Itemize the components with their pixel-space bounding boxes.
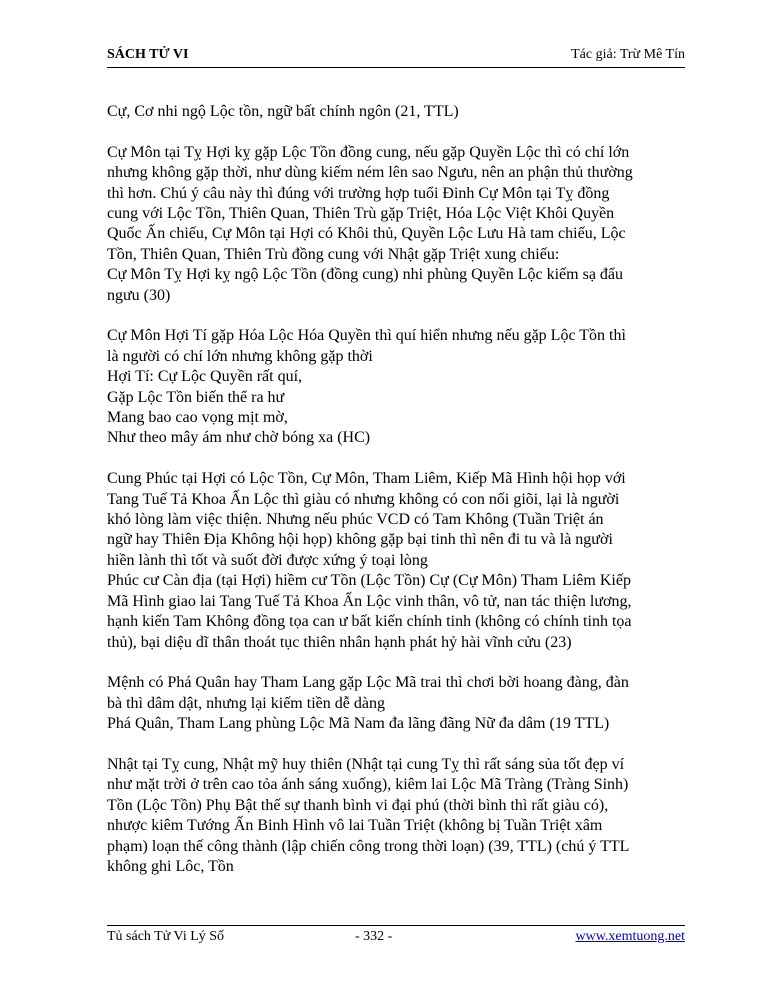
series-name: Tủ sách Tử Vi Lý Số [107,929,225,944]
text-line: Mã Hình giao lai Tang Tuế Tả Khoa Ấn Lộc vinh thân, vô tử, nan tác thiện lương, [107,592,632,610]
book-title: SÁCH TỬ VI [107,47,189,62]
paragraph [107,143,687,306]
paragraph [107,326,687,448]
text-line: cung với Lộc Tồn, Thiên Quan, Thiên Trù gặp Triệt, Hóa Lộc Việt Khôi Quyền [107,205,615,223]
document-body [107,102,687,898]
text-line: Tồn (Lộc Tồn) Phụ Bật thế sự thanh bình vi đại phú (thời bình thì rất giàu có), [107,796,609,814]
website-link[interactable]: www.xemtuong.net [575,929,685,944]
text-line: Cự Môn Tỵ Hợi kỵ ngộ Lộc Tồn (đồng cung) nhi phùng Quyền Lộc kiếm sạ đẩu [107,266,624,284]
page-footer [107,925,685,948]
text-line: không ghi Lôc, Tồn [107,857,234,875]
paragraph [107,469,687,653]
text-line: Mang bao cao vọng mịt mờ, [107,409,288,427]
text-line: bà thì dâm dật, nhưng lại kiếm tiền dễ dàng [107,694,385,712]
paragraph [107,755,687,877]
paragraph [107,102,687,122]
text-line: Phúc cư Càn địa (tại Hợi) hiềm cư Tồn (Lộc Tồn) Cự (Cự Môn) Tham Liêm Kiếp [107,572,631,590]
text-line: là người có chí lớn nhưng không gặp thời [107,347,373,365]
text-line: Cung Phúc tại Hợi có Lộc Tồn, Cự Môn, Tham Liêm, Kiếp Mã Hình hội họp với [107,470,626,488]
text-line: như mặt trời ở trên cao tỏa ánh sáng xuống), kiêm lai Lộc Mã Tràng (Tràng Sinh) [107,776,629,794]
text-line: ngưu (30) [107,286,171,304]
text-line: Phá Quân, Tham Lang phùng Lộc Mã Nam đa lãng đãng Nữ đa dâm (19 TTL) [107,715,610,733]
text-line: Tang Tuế Tả Khoa Ấn Lộc thì giàu có nhưng không có con nối giõi, lại là người [107,490,620,508]
text-line: khó lòng làm việc thiện. Nhưng nếu phúc VCD có Tam Không (Tuần Triệt án [107,511,604,529]
text-line: nhưng không gặp thời, như dùng kiếm ném lên sao Ngưu, nên an phận thủ thường [107,164,633,182]
text-line: Tồn, Thiên Quan, Thiên Trù đồng cung với Nhật gặp Triệt xung chiếu: [107,245,560,263]
paragraph [107,673,687,734]
text-line: Gặp Lộc Tồn biến thể ra hư [107,388,285,406]
text-line: Nhật tại Tỵ cung, Nhật mỹ huy thiên (Nhật tại cung Tỵ thì rất sáng sủa tốt đẹp ví [107,755,625,773]
text-line: hiền lành thì tốt và suốt đời được xứng ý toại lòng [107,551,428,569]
text-line: thủ), bại diệu dĩ thân thoát tục thiên nhân hạnh phát hỷ hài vĩnh cửu (23) [107,633,572,651]
page-number: - 332 - [355,929,393,944]
text-line: hạnh kiến Tam Không đồng tọa can ư bất kiến chính tinh (không có chính tinh tọa [107,613,632,631]
text-line: Cự Môn tại Tỵ Hợi kỵ gặp Lộc Tồn đồng cung, nếu gặp Quyền Lộc thì có chí lớn [107,143,630,161]
page-header [107,45,685,68]
text-line: Quốc Ấn chiếu, Cự Môn tại Hợi có Khôi thủ, Quyền Lộc Lưu Hà tam chiếu, Lộc [107,225,626,243]
text-line: Như theo mây ám như chờ bóng xa (HC) [107,429,371,447]
author-credit: Tác giả: Trừ Mê Tín [571,47,685,62]
text-line: ngữ hay Thiên Địa Không hội họp) không gặp bại tinh thì nên đi tu và là người [107,531,613,549]
text-line: nhược kiêm Tướng Ấn Binh Hình vô lai Tuần Triệt (không bị Tuần Triệt xâm [107,817,603,835]
text-line: Cự Môn Hợi Tí gặp Hóa Lộc Hóa Quyền thì quí hiển nhưng nếu gặp Lộc Tồn thì [107,327,626,345]
text-line: Hợi Tí: Cự Lộc Quyền rất quí, [107,368,303,386]
text-line: Cự, Cơ nhi ngộ Lộc tồn, ngữ bất chính ngôn (21, TTL) [107,103,459,120]
text-line: Mệnh có Phá Quân hay Tham Lang gặp Lộc Mã trai thì chơi bời hoang đàng, đàn [107,674,629,692]
text-line: phạm) loạn thế công thành (lập chiến công trong thời loạn) (39, TTL) (chú ý TTL [107,837,630,855]
text-line: thì hơn. Chú ý câu này thì đúng với trường hợp tuổi Đinh Cự Môn tại Tỵ đồng [107,184,610,202]
